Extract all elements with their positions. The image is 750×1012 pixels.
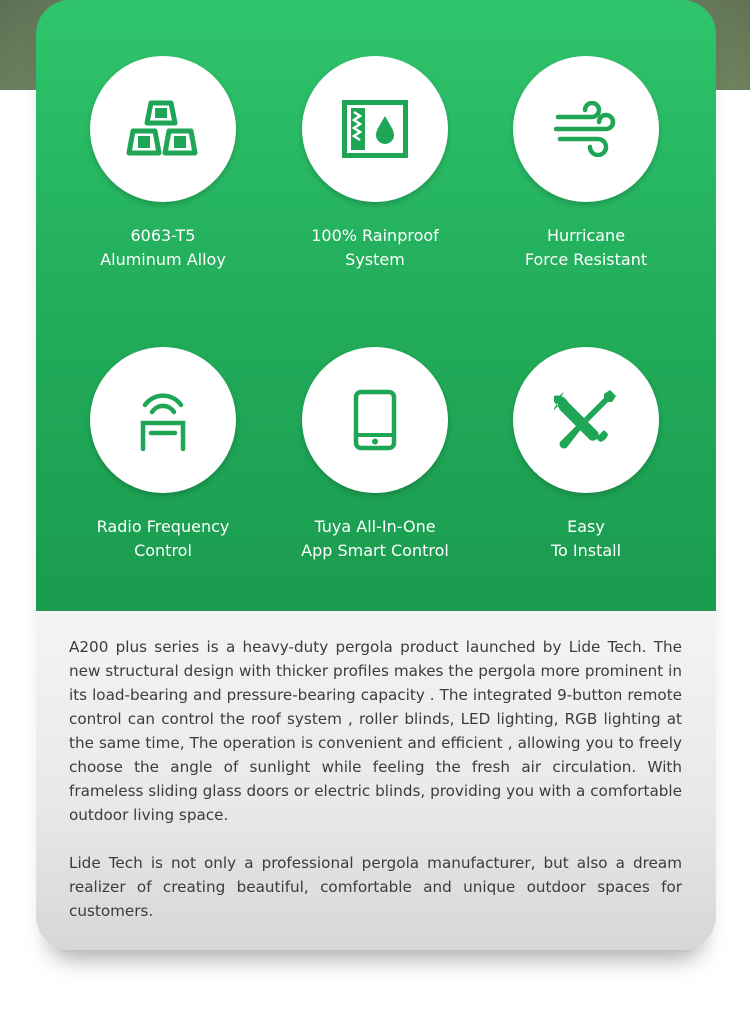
feature-label: [53, 224, 273, 272]
smartphone-icon: [353, 389, 397, 451]
description-paragraph-1: A200 plus series is a heavy-duty pergola product launched by Lide Tech. The new structural design with thicker profiles makes the pergola more prominent in its load-bearing and pressure-bearing capacity . The integrated 9-button remote control can control the roof system , roller blinds, LED lighting, RGB lighting at the same time, The operation is convenient and efficient , allowing you to freely choose the angle of sunlight while feeling the fresh air circulation. With frameless sliding glass doors or electric blinds, providing you with a comfortable outdoor living space.: [69, 638, 682, 824]
feature-subtitle: Control: [134, 541, 192, 560]
feature-label: [476, 515, 696, 563]
feature-circle: [513, 347, 659, 493]
feature-title: Hurricane: [546, 226, 626, 245]
feature-circle: [302, 347, 448, 493]
features-card: [36, 0, 716, 950]
feature-rainproof: [265, 56, 485, 272]
feature-hurricane: [476, 56, 696, 272]
feature-subtitle: App Smart Control: [301, 541, 449, 560]
feature-subtitle: System: [345, 250, 405, 269]
feature-circle: [513, 56, 659, 202]
feature-subtitle: To Install: [550, 541, 622, 560]
rainproof-icon: [342, 100, 408, 158]
feature-app-control: [265, 347, 485, 563]
feature-label: [53, 515, 273, 563]
feature-circle: [90, 56, 236, 202]
feature-label: [265, 515, 485, 563]
features-panel: [36, 0, 716, 611]
feature-label: [476, 224, 696, 272]
feature-circle: [302, 56, 448, 202]
feature-radio-frequency: [53, 347, 273, 563]
feature-title: Tuya All-In-One: [314, 517, 436, 536]
feature-title: 6063-T5: [130, 226, 196, 245]
remote-control-icon: [135, 389, 191, 451]
feature-title: 100% Rainproof: [311, 226, 439, 245]
aluminum-bars-icon: [125, 99, 201, 159]
feature-title: Easy: [567, 517, 605, 536]
feature-label: [265, 224, 485, 272]
description-panel: [36, 611, 716, 950]
feature-subtitle: Aluminum Alloy: [100, 250, 226, 269]
tools-icon: [554, 388, 618, 452]
feature-easy-install: [476, 347, 696, 563]
feature-aluminum-alloy: [53, 56, 273, 272]
feature-circle: [90, 347, 236, 493]
description-paragraph-2: Lide Tech is not only a professional pergola manufacturer, but also a dream realizer of creating beautiful, comfortable and unique outdoor spaces for customers.: [69, 854, 682, 920]
feature-title: Radio Frequency: [96, 517, 230, 536]
wind-icon: [554, 101, 618, 157]
feature-subtitle: Force Resistant: [524, 250, 648, 269]
